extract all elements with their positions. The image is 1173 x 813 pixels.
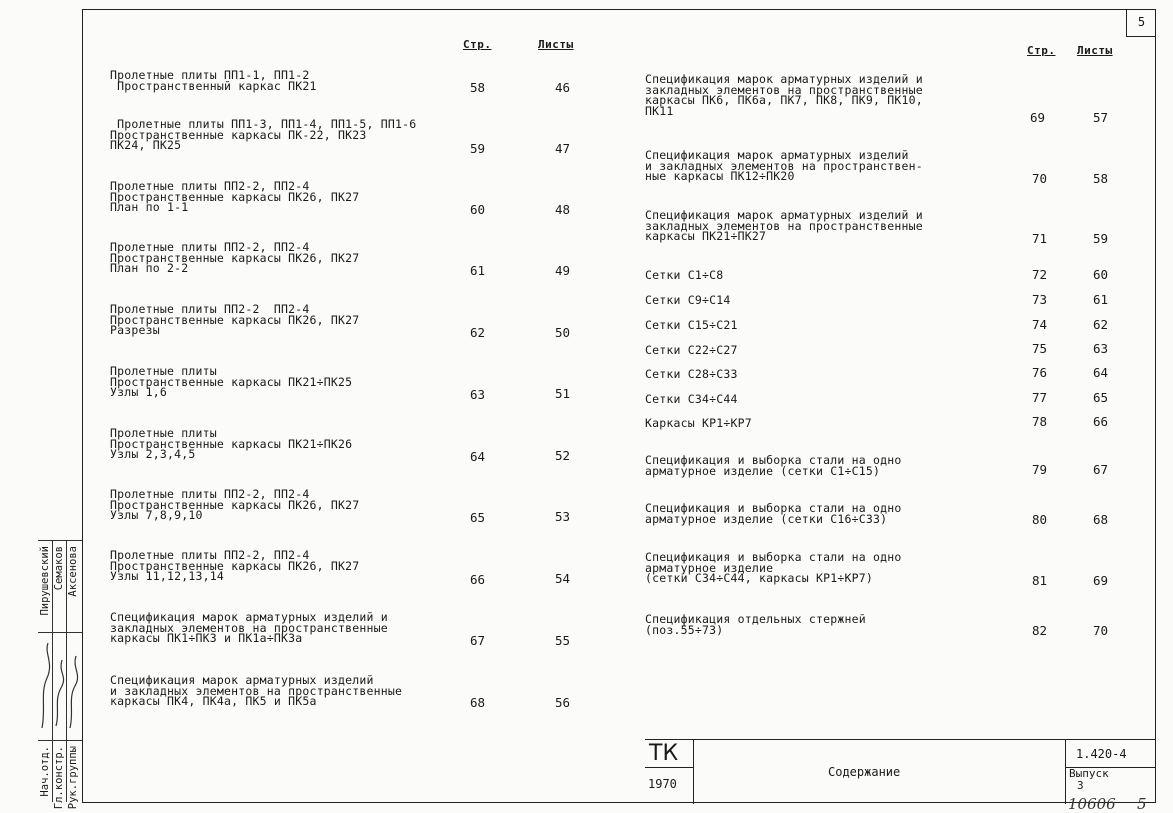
left-entry-text: Пролетные плиты Пространственные каркасы ПК21÷ПК26 Узлы 2,3,4,5 xyxy=(110,426,353,461)
right-entry-page: 77 xyxy=(1032,390,1048,405)
left-entry-text: Пролетные плиты ПП2-2, ПП2-4 Пространственные каркасы ПК26, ПК27 План по 2-2 xyxy=(110,240,360,275)
right-entry-page: 72 xyxy=(1032,267,1048,282)
left-entry-page: 60 xyxy=(470,202,486,217)
name-chief-designer: Семаков xyxy=(53,546,65,591)
left-page-header: Стр. xyxy=(463,38,492,51)
left-entry-text: Пролетные плиты ПП2-2, ПП2-4 Пространственные каркасы ПК26, ПК27 План по 1-1 xyxy=(110,179,360,214)
right-entry-sheet: 64 xyxy=(1093,365,1109,380)
right-entry-sheet: 67 xyxy=(1093,462,1109,477)
right-entry-page: 74 xyxy=(1032,317,1048,332)
left-entry-page: 59 xyxy=(470,141,486,156)
right-entry-sheet: 68 xyxy=(1093,512,1109,527)
inventory-number: 10606 xyxy=(1068,795,1116,813)
stamp-issue-label: Выпуск xyxy=(1069,767,1109,780)
left-entry-page: 62 xyxy=(470,325,486,340)
right-entry-sheet: 60 xyxy=(1093,267,1109,282)
stamp-title: Содержание xyxy=(828,765,901,779)
role-head-dept: Нач.отд. xyxy=(39,746,51,797)
stamp-year: 1970 xyxy=(648,777,677,791)
right-entry-page: 75 xyxy=(1032,341,1048,356)
left-entry-text: Пролетные плиты ПП1-1, ПП1-2 Пространственный каркас ПК21 xyxy=(110,68,317,93)
right-entry-text: Спецификация и выборка стали на одно арматурное изделие (сетки С16÷С33) xyxy=(645,501,902,526)
left-entry-sheet: 54 xyxy=(555,571,571,586)
left-sheets-header: Листы xyxy=(538,38,574,51)
right-entry-page: 81 xyxy=(1032,573,1048,588)
left-entry-text: Спецификация марок арматурных изделий и закладных элементов на пространственные каркасы ПК1÷ПК3 и ПК1а÷ПК3а xyxy=(110,610,388,645)
right-entry-page: 73 xyxy=(1032,292,1048,307)
right-entry-text: Сетки С22÷С27 xyxy=(645,343,738,357)
name-group-lead: Аксенова xyxy=(67,546,79,597)
right-entry-page: 69 xyxy=(1030,110,1046,125)
page-number: 5 xyxy=(1126,9,1156,37)
left-entry-sheet: 48 xyxy=(555,202,571,217)
left-entry-sheet: 47 xyxy=(555,141,571,156)
left-entry-text: Пролетные плиты ПП2-2, ПП2-4 Пространственные каркасы ПК26, ПК27 Узлы 7,8,9,10 xyxy=(110,487,360,522)
left-entry-page: 64 xyxy=(470,449,486,464)
right-entry-sheet: 62 xyxy=(1093,317,1109,332)
left-entry-page: 67 xyxy=(470,633,486,648)
left-entry-sheet: 52 xyxy=(555,448,571,463)
left-entry-text: Пролетные плиты Пространственные каркасы ПК21÷ПК25 Узлы 1,6 xyxy=(110,364,353,399)
right-page-header: Стр. xyxy=(1027,44,1056,57)
right-entry-sheet: 59 xyxy=(1093,231,1109,246)
handwritten-signatures xyxy=(38,638,82,738)
left-entry-sheet: 50 xyxy=(555,325,571,340)
left-entry-sheet: 55 xyxy=(555,633,571,648)
inventory-sheet: 5 xyxy=(1137,795,1147,813)
right-entry-text: Сетки С9÷С14 xyxy=(645,293,731,307)
right-entry-page: 78 xyxy=(1032,414,1048,429)
left-entry-text: Спецификация марок арматурных изделий и закладных элементов на пространственные каркасы ПК4, ПК4а, ПК5 и ПК5а xyxy=(110,673,403,708)
left-entry-sheet: 51 xyxy=(555,386,571,401)
right-entry-sheet: 69 xyxy=(1093,573,1109,588)
left-entry-page: 61 xyxy=(470,263,486,278)
left-entry-page: 65 xyxy=(470,510,486,525)
right-entry-text: Сетки С34÷С44 xyxy=(645,392,738,406)
right-entry-sheet: 61 xyxy=(1093,292,1109,307)
right-entry-sheet: 66 xyxy=(1093,414,1109,429)
right-entry-text: Спецификация марок арматурных изделий и закладных элементов на пространственные каркасы ПК6, ПК6а, ПК7, ПК8, ПК9, ПК10, ПК11 xyxy=(645,72,923,118)
right-entry-text: Сетки С28÷С33 xyxy=(645,367,738,381)
left-entry-text: Пролетные плиты ПП1-3, ПП1-4, ПП1-5, ПП1-6 Пространственные каркасы ПК-22, ПК23 ПК24, ПК25 xyxy=(110,117,417,152)
right-entry-text: Спецификация отдельных стержней (поз.55÷73) xyxy=(645,612,866,637)
left-entry-text: Пролетные плиты ПП2-2, ПП2-4 Пространственные каркасы ПК26, ПК27 Узлы 11,12,13,14 xyxy=(110,548,360,583)
left-entry-sheet: 46 xyxy=(555,80,571,95)
name-head-dept: Пирушевский xyxy=(39,546,51,616)
right-entry-sheet: 65 xyxy=(1093,390,1109,405)
left-entry-page: 66 xyxy=(470,572,486,587)
right-entry-text: Сетки С1÷С8 xyxy=(645,268,724,282)
signature-strip xyxy=(38,540,82,810)
right-entry-sheet: 58 xyxy=(1093,171,1109,186)
right-entry-page: 79 xyxy=(1032,462,1048,477)
stamp-issue-number: 3 xyxy=(1077,779,1084,792)
right-entry-text: Спецификация и выборка стали на одно арматурное изделие (сетки С34÷С44, каркасы КР1÷КР7) xyxy=(645,550,902,585)
right-entry-text: Сетки С15÷С21 xyxy=(645,318,738,332)
right-entry-sheet: 70 xyxy=(1093,623,1109,638)
left-entry-page: 68 xyxy=(470,695,486,710)
left-entry-page: 63 xyxy=(470,387,486,402)
right-sheets-header: Листы xyxy=(1077,44,1113,57)
right-entry-text: Каркасы КР1÷КР7 xyxy=(645,416,752,430)
stamp-code: 1.420-4 xyxy=(1076,747,1127,761)
stamp-org: ТК xyxy=(649,741,679,766)
right-entry-page: 76 xyxy=(1032,365,1048,380)
left-entry-page: 58 xyxy=(470,80,486,95)
right-entry-page: 70 xyxy=(1032,171,1048,186)
right-entry-text: Спецификация марок арматурных изделий и закладных элементов на пространствен- ные каркасы ПК12÷ПК20 xyxy=(645,148,923,183)
right-entry-page: 71 xyxy=(1032,231,1048,246)
right-entry-sheet: 57 xyxy=(1093,110,1109,125)
right-entry-text: Спецификация и выборка стали на одно арматурное изделие (сетки С1÷С15) xyxy=(645,453,902,478)
right-entry-text: Спецификация марок арматурных изделий и закладных элементов на пространственные каркасы ПК21÷ПК27 xyxy=(645,208,923,243)
right-entry-sheet: 63 xyxy=(1093,341,1109,356)
right-entry-page: 80 xyxy=(1032,512,1048,527)
right-entry-page: 82 xyxy=(1032,623,1048,638)
role-chief-designer: Гл.констр. xyxy=(53,746,65,810)
left-entry-sheet: 49 xyxy=(555,263,571,278)
left-entry-sheet: 53 xyxy=(555,509,571,524)
role-group-lead: Рук.группы xyxy=(67,746,79,810)
left-entry-text: Пролетные плиты ПП2-2 ПП2-4 Пространственные каркасы ПК26, ПК27 Разрезы xyxy=(110,302,360,337)
left-entry-sheet: 56 xyxy=(555,695,571,710)
